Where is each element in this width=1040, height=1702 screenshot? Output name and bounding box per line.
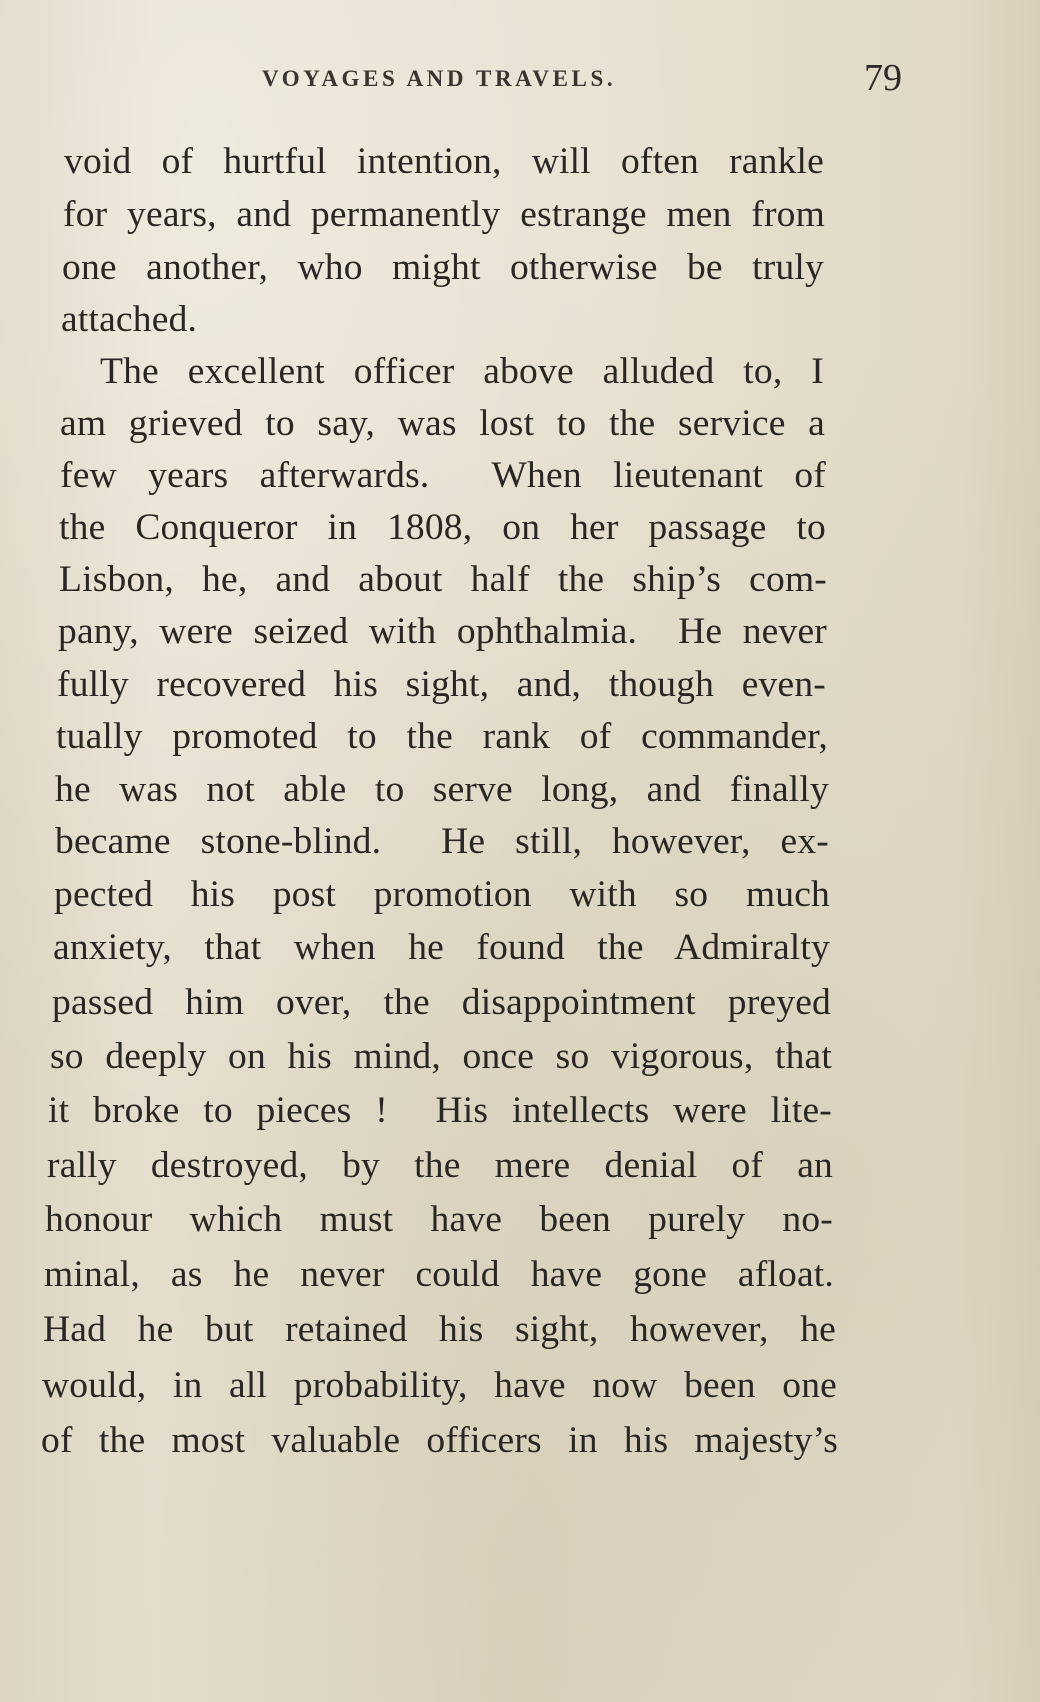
text-line: rally destroyed, by the mere denial of an: [47, 1145, 833, 1186]
text-line: would, in all probability, have now been one: [42, 1365, 837, 1406]
text-line: he was not able to serve long, and finally: [55, 769, 829, 810]
running-title: VOYAGES AND TRAVELS.: [262, 66, 617, 91]
text-line: so deeply on his mind, once so vigorous, that: [50, 1036, 832, 1077]
text-line: became stone-blind. He still, however, ex-: [55, 821, 829, 862]
text-line: the Conqueror in 1808, on her passage to: [59, 507, 826, 548]
text-line: tually promoted to the rank of commander,: [56, 716, 828, 757]
text-line: honour which must have been purely no-: [45, 1199, 833, 1240]
text-line: anxiety, that when he found the Admiralty: [53, 927, 830, 968]
page-number: 79: [864, 57, 902, 99]
text-line: minal, as he never could have gone afloat.: [44, 1254, 834, 1295]
text-line: void of hurtful intention, will often rankle: [64, 141, 824, 182]
text-line: of the most valuable officers in his majesty’s: [41, 1420, 838, 1461]
text-line: Had he but retained his sight, however, he: [43, 1309, 836, 1350]
running-head: [262, 56, 902, 106]
text-line: for years, and permanently estrange men from: [63, 194, 825, 235]
text-line: one another, who might otherwise be truly: [62, 247, 824, 288]
text-line: few years afterwards. When lieutenant of: [60, 455, 826, 496]
text-line: attached.: [61, 299, 198, 340]
text-line: The excellent officer above alluded to, I: [100, 351, 824, 392]
text-line: pany, were seized with ophthalmia. He never: [58, 611, 827, 652]
text-line: fully recovered his sight, and, though even-: [57, 664, 826, 705]
text-line: it broke to pieces ! His intellects were lite-: [48, 1090, 832, 1131]
text-line: passed him over, the disappointment preyed: [52, 982, 831, 1023]
text-line: am grieved to say, was lost to the service a: [60, 403, 825, 444]
text-line: Lisbon, he, and about half the ship’s com-: [59, 559, 827, 600]
text-line: pected his post promotion with so much: [54, 874, 830, 915]
